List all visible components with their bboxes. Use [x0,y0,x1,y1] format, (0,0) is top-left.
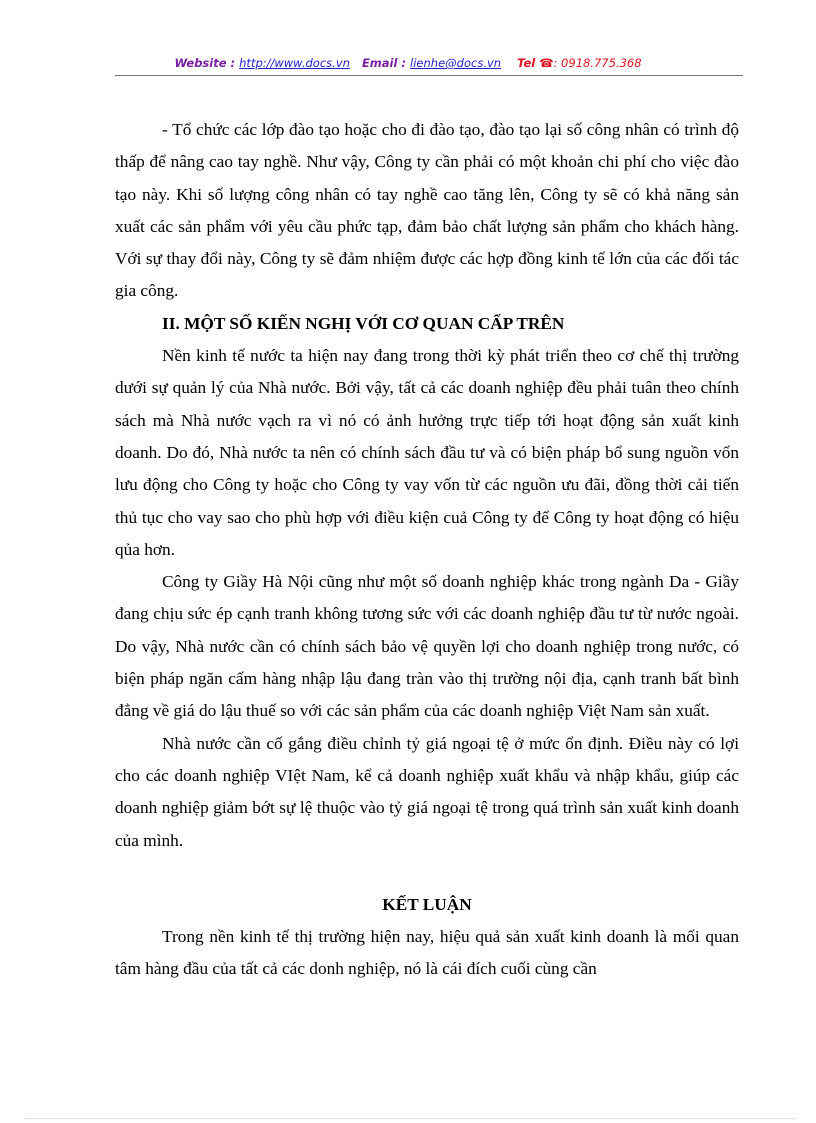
paragraph-state-policy: Nền kinh tế nước ta hiện nay đang trong thời kỳ phát triển theo cơ chế thị trường dưới sự quản lý của Nhà nước. Bởi vậy, tất cả các doanh nghiệp đều phải tuân theo chính sách mà Nhà nước vạch ra vì nó có ảnh hưởng trực tiếp tới hoạt động sản xuất kinh doanh. Do đó, Nhà nước ta nên có chính sách đầu tư và có biện pháp bổ sung nguồn vốn lưu động cho Công ty hoặc cho Công ty vay vốn từ các nguồn ưu đãi, đồng thời cải tiến thủ tục cho vay sao cho phù hợp với điều kiện cuả Công ty để Công ty hoạt động có hiệu qủa hơn. [115,346,739,559]
page-bottom-border [25,1118,795,1119]
email-label: Email : [361,56,407,70]
paragraph-competition: Công ty Giầy Hà Nội cũng như một số doanh nghiệp khác trong ngành Da - Giầy đang chịu sức ép cạnh tranh không tương sức với các doanh nghiệp đầu tư từ nước ngoài. Do vậy, Nhà nước cần có chính sách bảo vệ quyền lợi cho doanh nghiệp trong nước, có biện pháp ngăn cấm hàng nhập lậu đang tràn vào thị trường nội địa, cạnh tranh bất bình đẳng về giá do lậu thuế so với các sản phẩm của các doanh nghiệp Việt Nam sản xuất. [115,572,739,721]
phone-icon: Tel ☎ [517,56,554,70]
phone-number: : 0918.775.368 [553,56,642,70]
conclusion-heading: KẾT LUẬN [382,894,472,914]
website-label: Website : [174,56,236,70]
page-header [0,56,816,70]
section-heading: II. MỘT SỐ KIẾN NGHỊ VỚI CƠ QUAN CẤP TRÊN [162,313,565,333]
paragraph-conclusion: Trong nền kinh tế thị trường hiện nay, hiệu quả sản xuất kinh doanh là mối quan tâm hàng đầu của tất cả các donh nghiệp, nó là cái đích cuối cùng cần [115,927,739,979]
document-body [115,114,739,986]
paragraph-exchange-rate: Nhà nước cần cố gắng điều chỉnh tỷ giá ngoại tệ ở mức ổn định. Điều này có lợi cho các doanh nghiệp VIệt Nam, kể cả doanh nghiệp xuất khẩu và nhập khẩu, giúp các doanh nghiệp giảm bớt sự lệ thuộc vào tỷ giá ngoại tệ trong quá trình sản xuất kinh doanh của mình. [115,733,739,850]
header-divider [115,75,743,76]
website-link[interactable]: http://www.docs.vn [239,56,350,70]
paragraph-training: - Tổ chức các lớp đào tạo hoặc cho đi đào tạo, đào tạo lại số công nhân có trình độ thấp để nâng cao tay nghề. Như vậy, Công ty cần phải có một khoản chi phí cho việc đào tạo này. Khi số lượng công nhân có tay nghề cao tăng lên, Công ty sẽ có khả năng sản xuất các sản phẩm với yêu cầu phức tạp, đảm bảo chất lượng sản phẩm cho khách hàng. Với sự thay đổi này, Công ty sẽ đảm nhiệm được các hợp đồng kinh tế lớn của các đối tác gia công. [115,120,739,301]
email-link[interactable]: lienhe@docs.vn [410,56,502,70]
